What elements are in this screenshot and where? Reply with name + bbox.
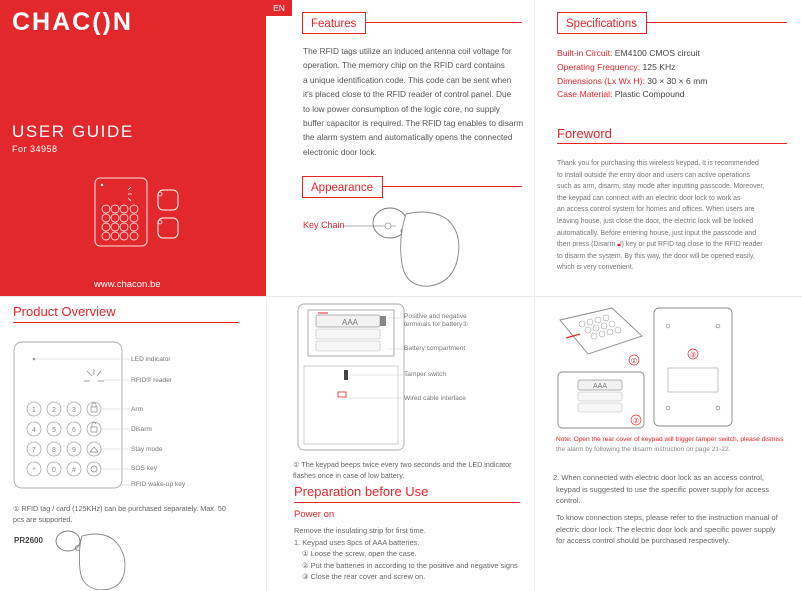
- spec-item: Case Material: Plastic Compound: [557, 89, 685, 100]
- language-tab: EN: [266, 0, 292, 16]
- label-rfid-reader: RFID® reader: [131, 377, 173, 384]
- cover-panel: [0, 0, 266, 296]
- battery-aaa-label: AAA: [341, 318, 359, 327]
- product-overview-heading: Product Overview: [13, 304, 116, 319]
- keypad-key: 2: [52, 407, 56, 414]
- callout-1: ①: [630, 358, 638, 365]
- keypad-key: 3: [72, 407, 76, 414]
- cover-model: For 34958: [12, 144, 58, 154]
- brand-logo: CHAC()N: [12, 8, 133, 36]
- label-tamper-switch: Tamper switch: [404, 371, 447, 378]
- callout-3: ③: [689, 352, 697, 359]
- install-aaa-label: AAA: [592, 383, 608, 390]
- product-overview-note: ① RFID tag / card (125KHz) can be purchased separately. Max. 50 pcs are supported.: [13, 504, 226, 524]
- preparation-heading: Preparation before Use: [294, 484, 429, 499]
- keypad-key: 4: [32, 427, 36, 434]
- key-chain-illustration: [344, 200, 474, 292]
- cover-title: USER GUIDE: [12, 122, 134, 141]
- features-heading: Features: [302, 12, 366, 34]
- keypad-back-illustration: [296, 302, 408, 452]
- low-battery-note: ① The keypad beeps twice every two seconds and the LED indicator flashes once in case of low battery.: [293, 460, 512, 480]
- battery-install-illustration: [556, 370, 646, 430]
- keypad-key: 0: [52, 467, 56, 474]
- foreword-rule: [557, 143, 787, 144]
- pr2600-label: PR2600: [14, 536, 43, 545]
- label-disarm: Disarm: [131, 426, 152, 433]
- keypad-key: 8: [52, 447, 56, 454]
- specifications-heading: Specifications: [557, 12, 647, 34]
- connection-steps-text: To know connection steps, please refer to the instruction manual of electric door lock. The electric door lock and specific power supply for access control should be purchased respectively.: [556, 513, 778, 545]
- power-on-heading: Power on: [294, 509, 335, 520]
- key-chain-label: Key Chain: [303, 220, 345, 230]
- label-wired-cable-interface: Wired cable interface: [404, 395, 466, 402]
- keypad-key: *: [32, 467, 36, 474]
- rear-cover-illustration: [650, 306, 736, 428]
- keypad-key: 1: [32, 407, 36, 414]
- foreword-text: Thank you for purchasing this wireless keypad. It is recommended to install outside the entry door and users can active operations such as arm, disarm, stay mode after inputting passcode. Moreover, the keypad can connect with an electric door lock to work as an access control system for homes and offices. When users are leaving house, just close the door, the electric lock will be locked automatically. Before entering house, just input the passcode and then press (Disarm 🔓︎) key or put RFID tag close to the RFID reader to disarm the system. By this way, the door will be opened easily, which is very convenient.: [557, 160, 765, 272]
- label-battery-terminals: Positive and negative terminals for battery①: [404, 313, 469, 328]
- keypad-key: 9: [72, 447, 76, 454]
- preparation-rule: [294, 502, 520, 503]
- label-led-indicator: LED indicator: [131, 356, 171, 363]
- keypad-key: 6: [72, 427, 76, 434]
- power-on-text: Remove the insulating strip for first time. 1. Keypad uses 3pcs of AAA batteries. ① Loose the screw, open the case. ② Put the batteries in according to the positive and negative signs ③ Close the rear cover and screw on.: [294, 526, 518, 581]
- pr2600-tag-illustration: [54, 528, 134, 590]
- keypad-key: 7: [32, 447, 36, 454]
- label-sos-key: SOS key: [131, 465, 158, 472]
- keypad-front-illustration: [12, 340, 132, 490]
- fold-line-vertical-right: [534, 0, 535, 591]
- spec-item: Operating Frequency: 125 KHz: [557, 61, 676, 72]
- product-overview-rule: [13, 322, 239, 323]
- spec-item: Built-in Circuit: EM4100 CMOS circuit: [557, 48, 700, 58]
- label-arm: Arm: [131, 406, 144, 413]
- fold-line-horizontal: [0, 296, 802, 297]
- label-battery-compartment: Battery compartment: [404, 345, 466, 352]
- foreword-heading: Foreword: [557, 126, 612, 141]
- label-rfid-wake-up-key: RFID wake-up key: [131, 481, 186, 488]
- access-control-step: 2. When connected with electric door lock as an access control, keypad is suggested to use the specific power supply for access control.: [553, 473, 770, 505]
- specifications-list: [557, 47, 792, 102]
- appearance-heading: Appearance: [302, 176, 383, 198]
- features-text: The RFID tags utilize an induced antenna coil voltage for operation. The memory chip on the RFID card contains a unique identification code. This code can be sent when it's placed close to the RFID reader of control panel. Due to low power consumption of the logic core, no supply buffer capacitor is required. The RFID tag enables to disarm the alarm system and automatically opens the connected electronic door lock.: [303, 46, 524, 157]
- cover-website: www.chacon.be: [94, 279, 161, 290]
- fold-line-vertical-left: [266, 296, 267, 591]
- cover-keypad-illustration: [92, 176, 184, 248]
- callout-2: ②: [632, 418, 640, 425]
- disarm-icon: 🔓︎: [617, 241, 622, 249]
- spec-item: Dimensions (Lx Wx H): 30 × 30 × 6 mm: [557, 75, 708, 86]
- keypad-key: 5: [52, 427, 56, 434]
- label-stay-mode: Stay mode: [131, 446, 163, 453]
- keypad-key: #: [72, 467, 76, 474]
- tamper-note: Note: Open the rear cover of keypad will trigger tamper switch, please dismiss the alarm by following the disarm instruction on page 21-22.: [556, 436, 784, 453]
- keypad-opening-illustration: [556, 306, 646, 370]
